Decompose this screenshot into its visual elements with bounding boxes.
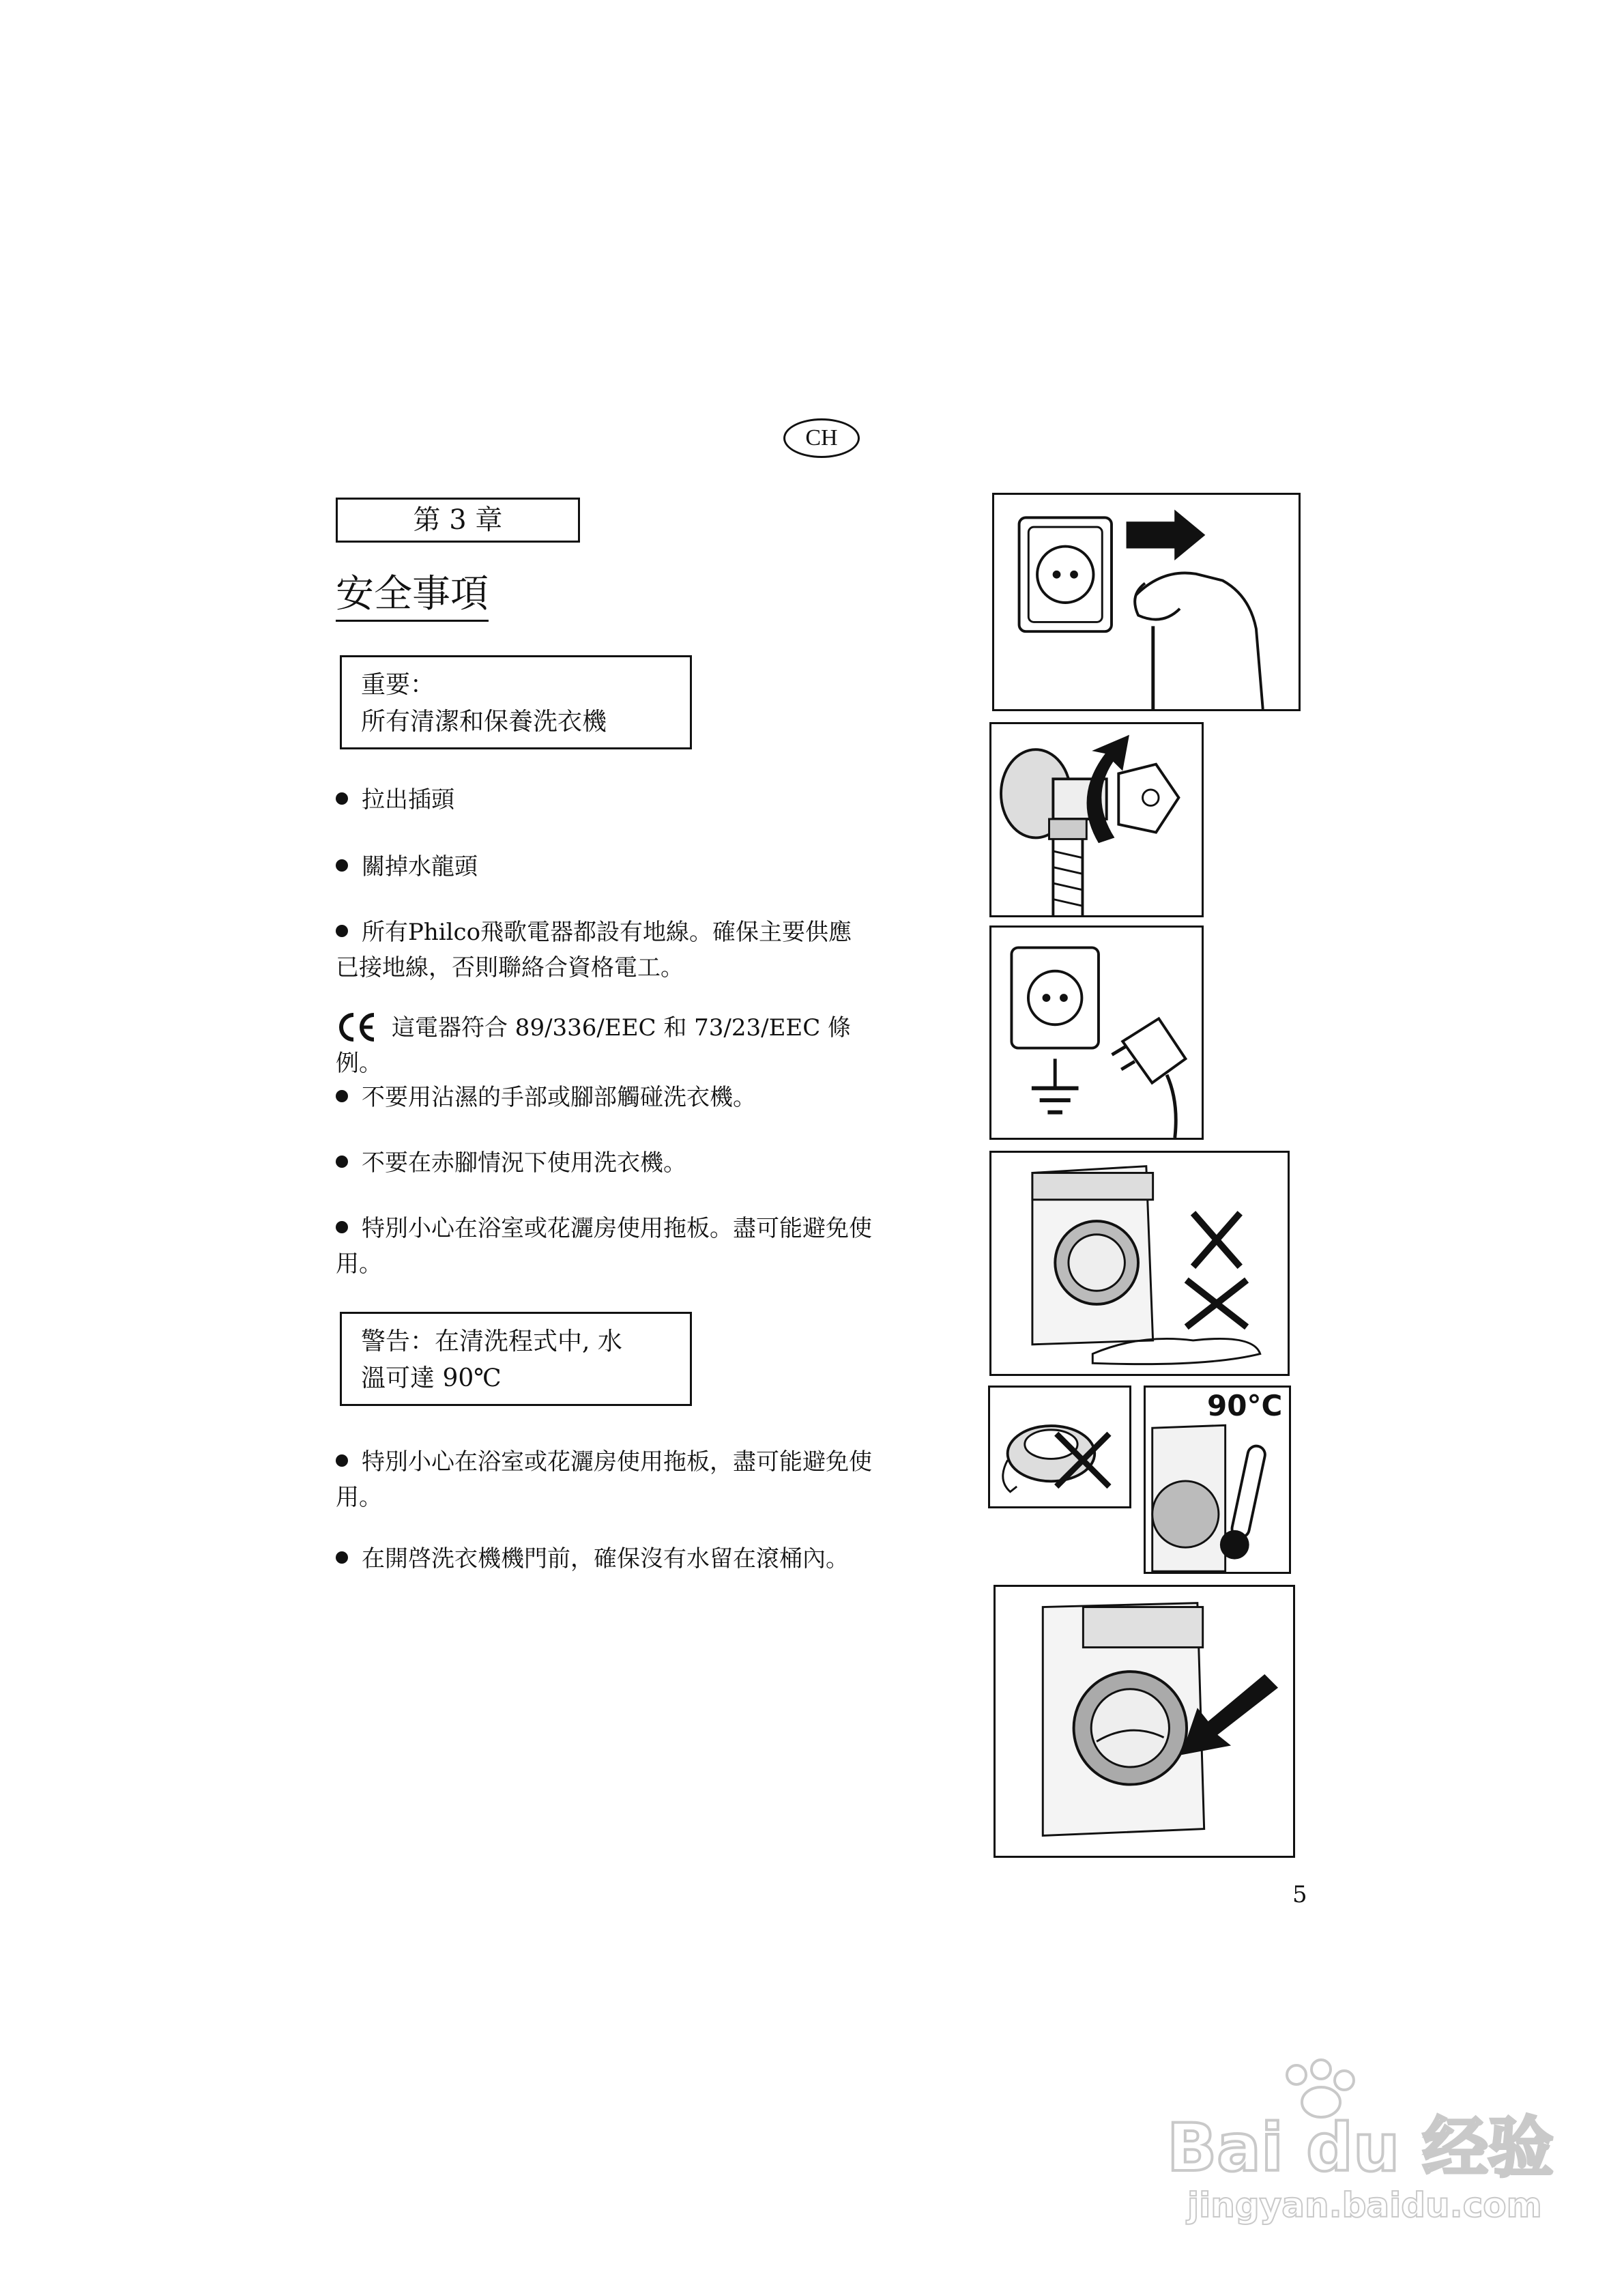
ce-compliance: 這電器符合 89/336/EEC 和 73/23/EEC 條例。 [336,1010,895,1081]
wet-floor-illustration [989,1151,1290,1376]
list-item: 特別小心在浴室或花灑房使用拖板，盡可能避免使用。 [336,1448,872,1511]
extension-cord-icon [990,1388,1129,1506]
page-title: 安全事項 [336,571,489,622]
list-item: 在開啓洗衣機機門前，確保沒有水留在滾桶內。 [336,1541,895,1577]
warning-notice [340,1312,692,1406]
important-notice [340,655,692,749]
language-badge: CH [783,418,860,458]
list-item: 關掉水龍頭 [336,849,882,885]
tap-icon [991,724,1202,915]
temperature-label: 90°C [1207,1389,1283,1422]
earth-socket-icon [991,928,1202,1138]
washer-door-icon [996,1587,1293,1856]
tap-illustration [989,722,1204,917]
bullet-icon [336,1454,348,1467]
wet-floor-icon [991,1153,1288,1374]
earth-socket-illustration [989,925,1204,1140]
unplug-icon [994,495,1299,709]
bullet-icon [336,1221,348,1233]
bullet-icon [336,859,348,872]
washer-door-illustration [994,1585,1295,1858]
bullet-icon [336,1090,348,1102]
bullet-icon [336,1551,348,1564]
important-notice-heading: 重要： [361,671,435,699]
unplug-illustration [992,493,1301,711]
list-item: 特別小心在浴室或花灑房使用拖板。盡可能避免使用。 [336,1215,872,1278]
watermark-brand: Bai du 经验 [1167,2110,1554,2186]
list-item: 不要在赤腳情況下使用洗衣機。 [336,1145,882,1181]
warning-notice-line1: 警告：在清洗程式中, 水 [361,1328,622,1355]
watermark-logo [1160,2054,1583,2232]
ce-mark-icon [336,1012,377,1042]
bullet-icon [336,792,348,805]
list-item: 拉出插頭 [336,782,882,818]
watermark-url: jingyan.baidu.com [1187,2185,1542,2225]
hot-water-illustration [1144,1386,1291,1574]
list-item: 不要用沾濕的手部或腳部觸碰洗衣機。 [336,1080,882,1115]
bullet-icon [336,925,348,937]
important-notice-text: 所有清潔和保養洗衣機 [361,708,607,736]
bullet-icon [336,1156,348,1168]
page-number: 5 [1292,1881,1307,1908]
warning-notice-line2: 溫可達 90℃ [361,1364,502,1392]
paw-icon [1287,2060,1354,2117]
chapter-label: 第 3 章 [336,498,580,543]
extension-cord-illustration [988,1386,1131,1508]
list-item: 所有Philco飛歌電器都設有地線。確保主要供應已接地線，否則聯絡合資格電工。 [336,919,852,981]
